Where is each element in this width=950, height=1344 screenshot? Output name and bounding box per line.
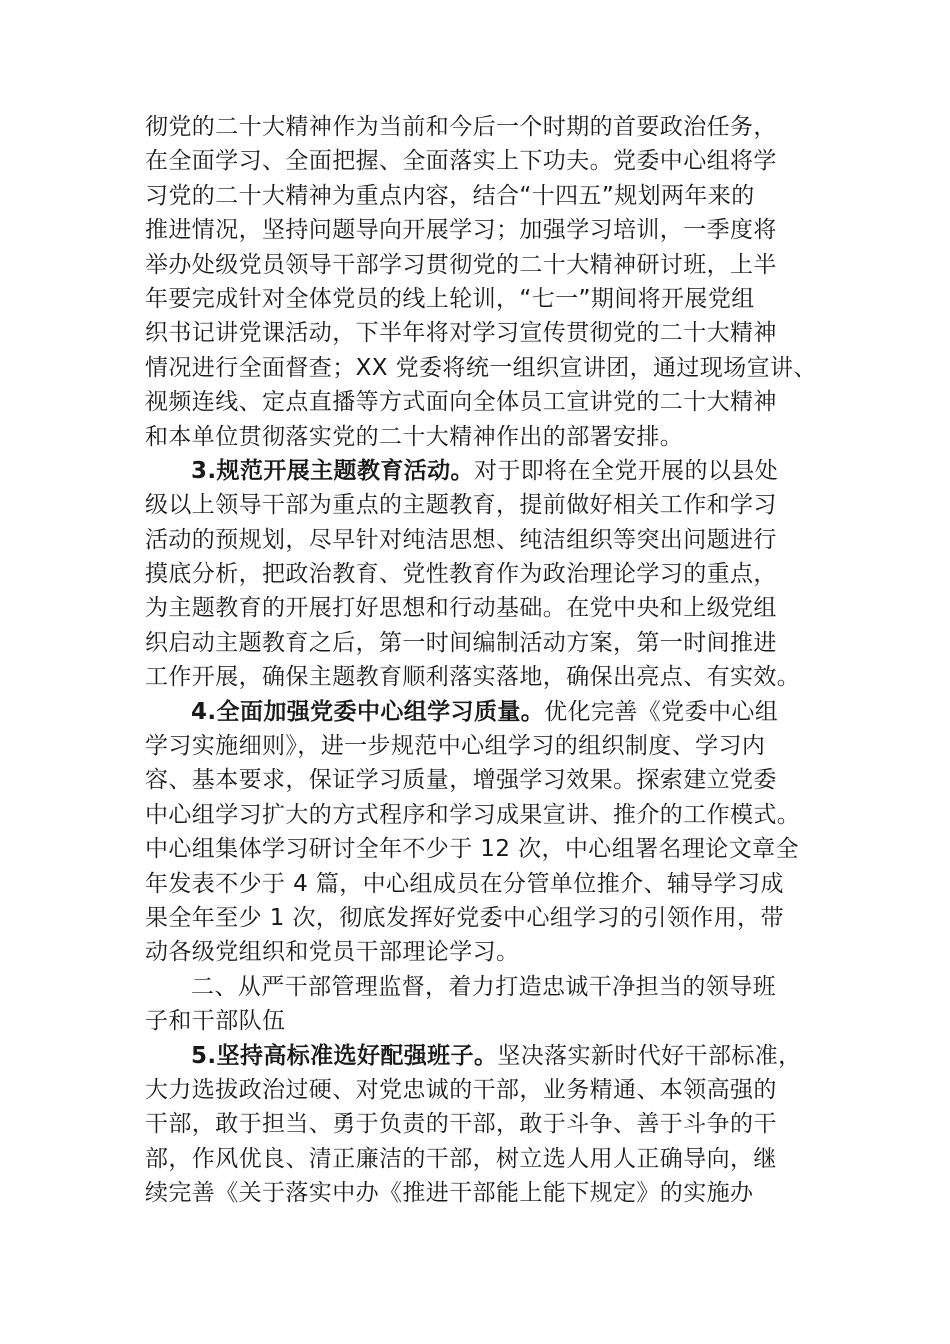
text-line: 动各级党组织和党员干部理论学习。	[145, 939, 520, 966]
text-line: 摸底分析，把政治教育、党性教育作为政治理论学习的重点，	[145, 561, 777, 588]
text-line: 推进情况，坚持问题导向开展学习；加强学习培训，一季度将	[145, 217, 777, 244]
text-line: 在全面学习、全面把握、全面落实上下功夫。党委中心组将学	[145, 148, 777, 175]
text-line: 容、基本要求，保证学习质量，增强学习效果。探索建立党委	[145, 767, 777, 794]
text-line: 彻党的二十大精神作为当前和今后一个时期的首要政治任务，	[145, 114, 777, 140]
text-line: 坚决落实新时代好干部标准，	[497, 1042, 802, 1069]
section-5-heading-line	[145, 1039, 815, 1073]
part-2-heading-line: 子和干部队伍	[145, 1008, 286, 1035]
text-line: 和本单位贯彻落实党的二十大精神作出的部署安排。	[145, 423, 684, 450]
text-line: 级以上领导干部为重点的主题教育，提前做好相关工作和学习	[145, 492, 777, 519]
text-line: 情况进行全面督查；XX 党委将统一组织宣讲团，通过现场宣讲、	[145, 354, 817, 381]
text-line: 果全年至少 1 次，彻底发挥好党委中心组学习的引领作用，带	[145, 904, 784, 931]
text-line: 织书记讲党课活动，下半年将对学习宣传贯彻党的二十大精神	[145, 320, 777, 347]
document-body	[145, 110, 815, 1211]
text-line: 工作开展，确保主题教育顺利落实落地，确保出亮点、有实效。	[145, 664, 801, 691]
text-line: 大力选拔政治过硬、对党忠诚的干部，业务精通、本领高强的	[145, 1076, 777, 1103]
text-line: 对于即将在全党开展的以县处	[473, 457, 779, 484]
part-2-heading-line: 二、从严干部管理监督，着力打造忠诚干净担当的领导班	[191, 973, 776, 1000]
text-line: 学习实施细则》，进一步规范中心组学习的组织制度、学习内	[145, 733, 766, 760]
text-line: 干部，敢于担当、勇于负责的干部，敢于斗争、善于斗争的干	[145, 1111, 777, 1138]
text-line: 中心组集体学习研讨全年不少于 12 次，中心组署名理论文章全	[145, 836, 799, 863]
section-4-title: 4.全面加强党委中心组学习质量。	[191, 698, 545, 725]
text-line: 年发表不少于 4 篇，中心组成员在分管单位推介、辅导学习成	[145, 870, 784, 897]
text-line: 活动的预规划，尽早针对纯洁思想、纯洁组织等突出问题进行	[145, 526, 777, 553]
text-line: 部，作风优良、清正廉洁的干部，树立选人用人正确导向，继	[145, 1145, 777, 1172]
text-line: 年要完成针对全体党员的线上轮训，“七一”期间将开展党组	[145, 285, 755, 312]
section-4-heading-line	[145, 695, 815, 729]
section-3-heading-line	[145, 454, 815, 488]
text-line: 举办处级党员领导干部学习贯彻党的二十大精神研讨班，上半	[145, 251, 777, 278]
text-line: 为主题教育的开展打好思想和行动基础。在党中央和上级党组	[145, 595, 777, 622]
text-line: 习党的二十大精神为重点内容，结合“十四五”规划两年来的	[145, 182, 755, 209]
text-line: 续完善《关于落实中办《推进干部能上能下规定》的实施办	[145, 1180, 754, 1207]
text-line: 中心组学习扩大的方式程序和学习成果宣讲、推介的工作模式。	[145, 801, 801, 828]
text-line: 织启动主题教育之后，第一时间编制活动方案，第一时间推进	[145, 629, 777, 656]
text-line: 视频连线、定点直播等方式面向全体员工宣讲党的二十大精神	[145, 389, 777, 416]
text-line: 优化完善《党委中心组	[544, 698, 779, 725]
section-5-title: 5.坚持高标准选好配强班子。	[191, 1042, 498, 1069]
section-3-title: 3.规范开展主题教育活动。	[191, 457, 474, 484]
